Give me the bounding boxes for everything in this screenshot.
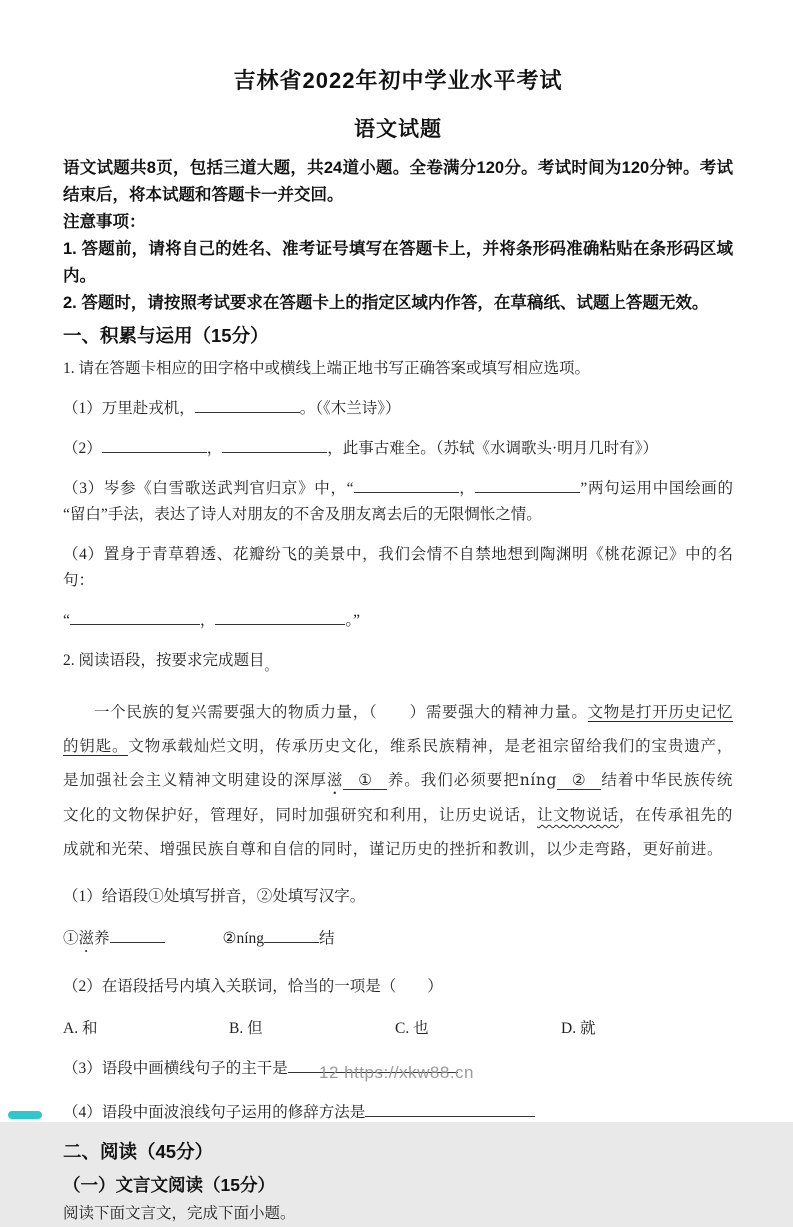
q1-item-3 xyxy=(63,476,733,528)
passage-dotted-char: 滋 xyxy=(326,771,344,789)
fill-rest-1: 养 xyxy=(94,930,110,947)
q2-sub-2: （2）在语段括号内填入关联词，恰当的一项是（ ） xyxy=(63,978,443,995)
option-d xyxy=(561,1016,595,1038)
q2-options-row xyxy=(63,1016,733,1038)
passage-seg-3: 文物承载灿烂文明，传承历史文化，维系民族精神，是老祖宗留给我们的宝贵遗产，是加强社会主义精神文明建设的深厚 xyxy=(63,737,733,789)
q1-item-4-comma: ， xyxy=(199,612,216,629)
q1-item-2 xyxy=(63,436,733,462)
notice-heading: 注意事项： xyxy=(63,213,146,231)
blank-underline xyxy=(475,477,580,493)
blank-underline xyxy=(195,397,300,413)
option-b-text: 但 xyxy=(247,1020,263,1037)
notice-item-1: 1. 答题前，请将自己的姓名、准考证号填写在答题卡上，并将条形码准确粘贴在条形码区域内。 xyxy=(63,240,733,285)
q1-item-4 xyxy=(63,542,733,594)
passage-wavy-phrase: 让文物说话 xyxy=(537,806,619,824)
option-c-text: 也 xyxy=(413,1020,429,1037)
q2-sub-4 xyxy=(63,1100,733,1126)
passage-underlined-sentence: 文物是打开历史记忆的钥匙。 xyxy=(63,703,733,755)
q2-stem-period: 。 xyxy=(264,658,278,673)
passage-seg-5: 结着中华民族传统文化的文物保护好，管理好，同时加强研究和利用，让历史说话， xyxy=(63,771,733,824)
q1-item-1-text: （1）万里赴戎机， xyxy=(63,400,195,417)
q1-item-3-tail: ”两句运用中国绘画的“留白”手法，表达了诗人对朋友的不舍及朋友离去后的无限惆怅之情。 xyxy=(63,480,733,523)
q1-item-1-source: 。（《木兰诗》） xyxy=(299,400,401,417)
q1-item-4-line2 xyxy=(63,608,733,634)
q2-fill-line xyxy=(63,926,733,956)
option-a xyxy=(63,1016,229,1038)
passage-seg-7: ，在传承祖先的成就和光荣、增强民族自尊和自信的同时，谨记历史的挫折和教训，以少走弯路，更好前进。 xyxy=(63,806,733,858)
teal-corner-bar xyxy=(8,1111,42,1119)
option-a-text: 和 xyxy=(81,1020,98,1037)
exam-intro: 语文试题共8页，包括三道大题，共24道小题。全卷满分120分。考试时间为120分钟。考试结束后，将本试题和答题卡一并交回。 xyxy=(63,159,733,204)
passage-seg-4: 养。我们必须要把níng xyxy=(387,771,558,789)
fill-circled-2: ②níng xyxy=(222,930,264,947)
blank-underline xyxy=(222,437,327,453)
q2-passage xyxy=(63,695,733,866)
option-b xyxy=(229,1016,395,1038)
q1-item-1 xyxy=(63,396,733,422)
passage-seg-1: 一个民族的复兴需要强大的物质力量，（ ）需要强大的精神力量。 xyxy=(94,703,588,721)
blank-underline xyxy=(110,927,165,943)
q1-item-4-quote-open: “ xyxy=(63,612,70,629)
q2-stem xyxy=(63,648,733,679)
fill-circled-1: ① xyxy=(63,930,79,947)
option-d-text: 就 xyxy=(579,1020,596,1037)
option-c-label: C. xyxy=(395,1020,410,1037)
q1-stem: 1. 请在答题卡相应的田字格中或横线上端正地书写正确答案或填写相应选项。 xyxy=(63,360,591,377)
passage-circled-1: ① xyxy=(343,771,387,790)
q2-sub-4-text: （4）语段中面波浪线句子运用的修辞方法是 xyxy=(63,1104,366,1121)
blank-underline xyxy=(215,609,345,625)
blank-underline xyxy=(264,927,319,943)
blank-underline xyxy=(70,609,200,625)
exam-title: 吉林省2022年初中学业水平考试 xyxy=(233,68,563,93)
fill-dotted-char: 滋 xyxy=(78,930,95,947)
section-heading-classical: （一）文言文阅读（15分） xyxy=(63,1175,275,1195)
passage-circled-2: ② xyxy=(557,771,601,790)
q1-item-3-text: （3）岑参《白雪歌送武判官归京》中，“ xyxy=(63,480,354,497)
q2-stem-text: 2. 阅读语段，按要求完成题目 xyxy=(63,652,265,669)
q1-item-2-source: ，此事古难全。（苏轼《水调歌头·明月几时有》） xyxy=(327,440,658,457)
fill-rest-2: 结 xyxy=(319,930,335,947)
q1-item-3-comma: ， xyxy=(458,480,476,497)
blank-underline xyxy=(365,1101,535,1117)
q1-item-2-num: （2） xyxy=(63,440,102,457)
q1-item-4-quote-close: 。” xyxy=(345,612,361,629)
exam-subtitle: 语文试题 xyxy=(354,118,442,141)
page-footer-watermark: 12 https://xkw88.cn xyxy=(318,1063,475,1082)
blank-underline xyxy=(102,437,207,453)
option-d-label: D. xyxy=(561,1020,577,1037)
q1-item-4-text: （4）置身于青草碧透、花瓣纷飞的美景中，我们会情不自禁地想到陶渊明《桃花源记》中的名句： xyxy=(63,546,733,589)
option-a-label: A. xyxy=(63,1020,79,1037)
option-b-label: B. xyxy=(229,1020,244,1037)
section-heading-reading: 二、阅读（45分） xyxy=(63,1141,214,1162)
q1-item-2-comma: ， xyxy=(206,440,223,457)
exam-content xyxy=(63,64,733,1227)
notice-item-2: 2. 答题时，请按照考试要求在答题卡上的指定区域内作答，在草稿纸、试题上答题无效。 xyxy=(63,294,709,312)
q2-sub-3-text: （3）语段中画横线句子的主干是 xyxy=(63,1060,288,1077)
reading-intro: 阅读下面文言文，完成下面小题。 xyxy=(63,1205,296,1222)
section-heading-accumulation: 一、积累与运用（15分） xyxy=(63,325,269,346)
q2-sub-1: （1）给语段①处填写拼音，②处填写汉字。 xyxy=(63,888,366,905)
blank-underline xyxy=(354,477,459,493)
option-c xyxy=(395,1016,561,1038)
